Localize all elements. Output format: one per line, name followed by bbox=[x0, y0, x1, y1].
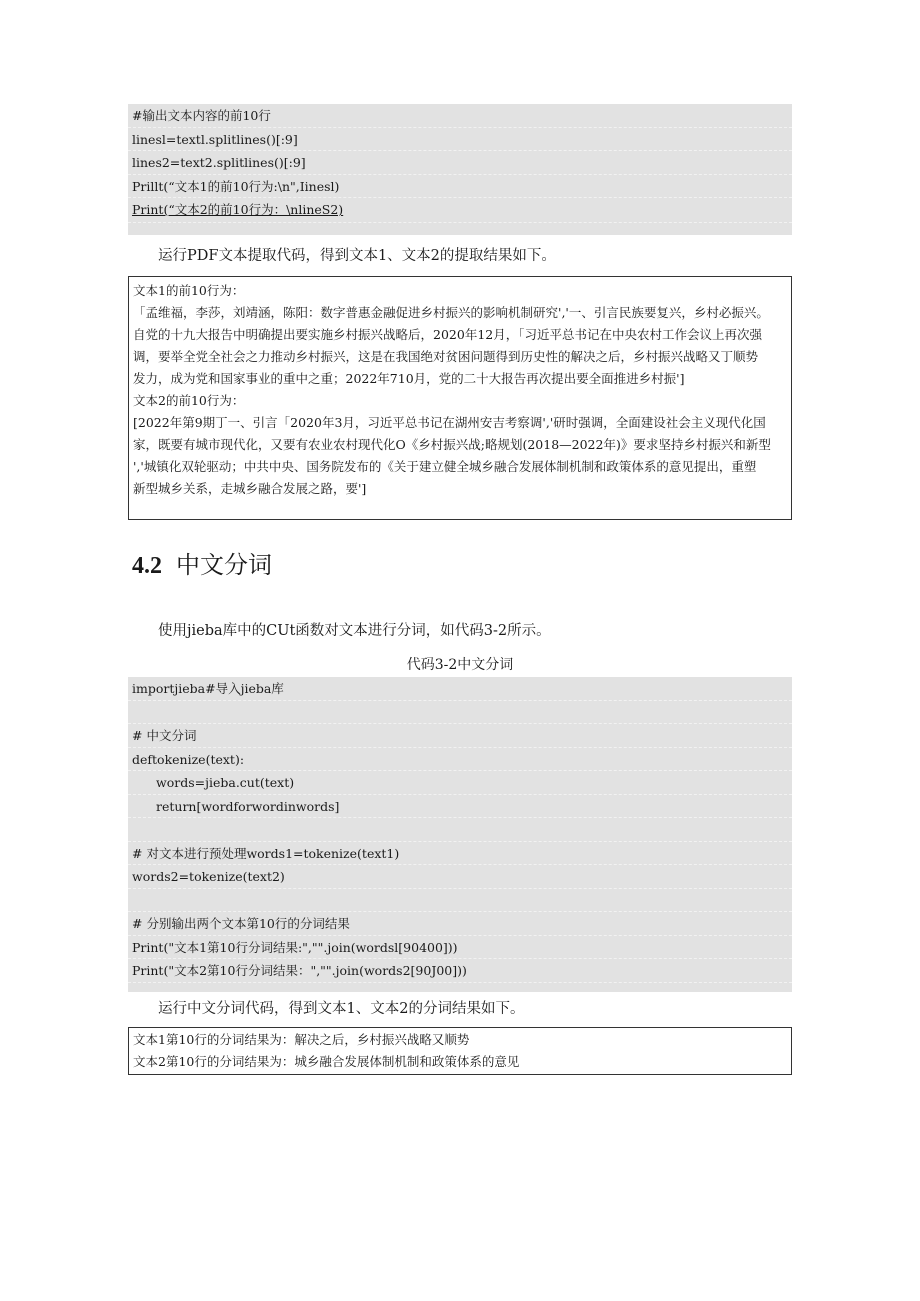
code-line: words=jieba.cut(text) bbox=[128, 771, 792, 795]
section-heading bbox=[132, 548, 272, 583]
result-line: 自党的十九大报告中明确提出要实施乡村振兴战略后，2020年12月，「习近平总书记在中央农村工作会议上再次强 bbox=[133, 327, 762, 342]
result-line: 家，既要有城市现代化，又要有农业农村现代化O《乡村振兴战;略规划(2018—2022年)》要求坚持乡村振兴和新型 bbox=[133, 437, 771, 452]
code-line: importjieba#导入jieba库 bbox=[128, 677, 792, 701]
code-line: # 分别输出两个文本第10行的分词结果 bbox=[128, 912, 792, 936]
code-line: Print("文本1第10行分词结果:","".join(wordsl[90400])) bbox=[128, 936, 792, 960]
code-line: deftokenize(text): bbox=[128, 748, 792, 772]
code-line: Print(“文本2的前10行为：\nlineS2) bbox=[128, 198, 792, 223]
result-line: 新型城乡关系，走城乡融合发展之路，要'] bbox=[133, 481, 367, 496]
code-block-pdf-output bbox=[128, 104, 792, 235]
paragraph-jieba-intro: 使用jieba库中的CUt函数对文本进行分词，如代码3-2所示。 bbox=[158, 623, 551, 639]
paragraph-tokenize-result: 运行中文分词代码，得到文本1、文本2的分词结果如下。 bbox=[158, 1001, 525, 1017]
code-line bbox=[128, 818, 792, 842]
code-line: Print("文本2第10行分词结果：","".join(words2[90J00])) bbox=[128, 959, 792, 983]
code-block-tokenize bbox=[128, 677, 792, 992]
result-line: 调，要举全党全社会之力推动乡村振兴，这是在我国绝对贫困问题得到历史性的解决之后，乡村振兴战略又丁顺势 bbox=[133, 349, 759, 364]
code-line: lines2=text2.splitlines()[:9] bbox=[128, 151, 792, 175]
code-caption: 代码3-2中文分词 bbox=[406, 657, 514, 673]
code-line: return[wordforwordinwords] bbox=[128, 795, 792, 819]
code-line: Prillt(“文本1的前10行为:\n",Iinesl) bbox=[128, 175, 792, 199]
result-line: 文本1第10行的分词结果为：解决之后，乡村振兴战略又顺势 bbox=[133, 1032, 470, 1047]
paragraph-extract-result: 运行PDF文本提取代码，得到文本1、文本2的提取结果如下。 bbox=[158, 248, 556, 264]
code-line: #输出文本内容的前10行 bbox=[128, 104, 792, 128]
code-line: # 中文分词 bbox=[128, 724, 792, 748]
section-title: 中文分词 bbox=[176, 551, 272, 579]
result-box-extract bbox=[128, 276, 792, 520]
result-line: ','城镇化双轮驱动；中共中央、国务院发布的《关于建立健全城乡融合发展体制机制和政策体系的意见提出，重塑 bbox=[133, 459, 757, 474]
code-line bbox=[128, 701, 792, 725]
code-line: # 对文本进行预处理words1=tokenize(text1) bbox=[128, 842, 792, 866]
result-line: 文本2的前10行为： bbox=[133, 393, 245, 408]
code-line: linesl=textl.splitlines()[:9] bbox=[128, 128, 792, 152]
result-line: 文本1的前10行为： bbox=[133, 283, 245, 298]
result-line: 文本2第10行的分词结果为：城乡融合发展体制机制和政策体系的意见 bbox=[133, 1054, 520, 1069]
result-line: 发力，成为党和国家事业的重中之重；2022年710月，党的二十大报告再次提出要全面推进乡村振'] bbox=[133, 371, 685, 386]
section-number: 4.2 bbox=[132, 553, 162, 579]
result-box-tokenize bbox=[128, 1027, 792, 1075]
code-line: words2=tokenize(text2) bbox=[128, 865, 792, 889]
result-line: 「孟维福，李莎，刘靖涵，陈阳：数字普惠金融促进乡村振兴的影响机制研究','一、引言民族要复兴，乡村必振兴。 bbox=[133, 305, 769, 320]
result-line: [2022年第9期丁一、引言「2020年3月，习近平总书记在湖州安吉考察调','研时强调，全面建设社会主义现代化国 bbox=[133, 415, 766, 430]
code-line bbox=[128, 889, 792, 913]
